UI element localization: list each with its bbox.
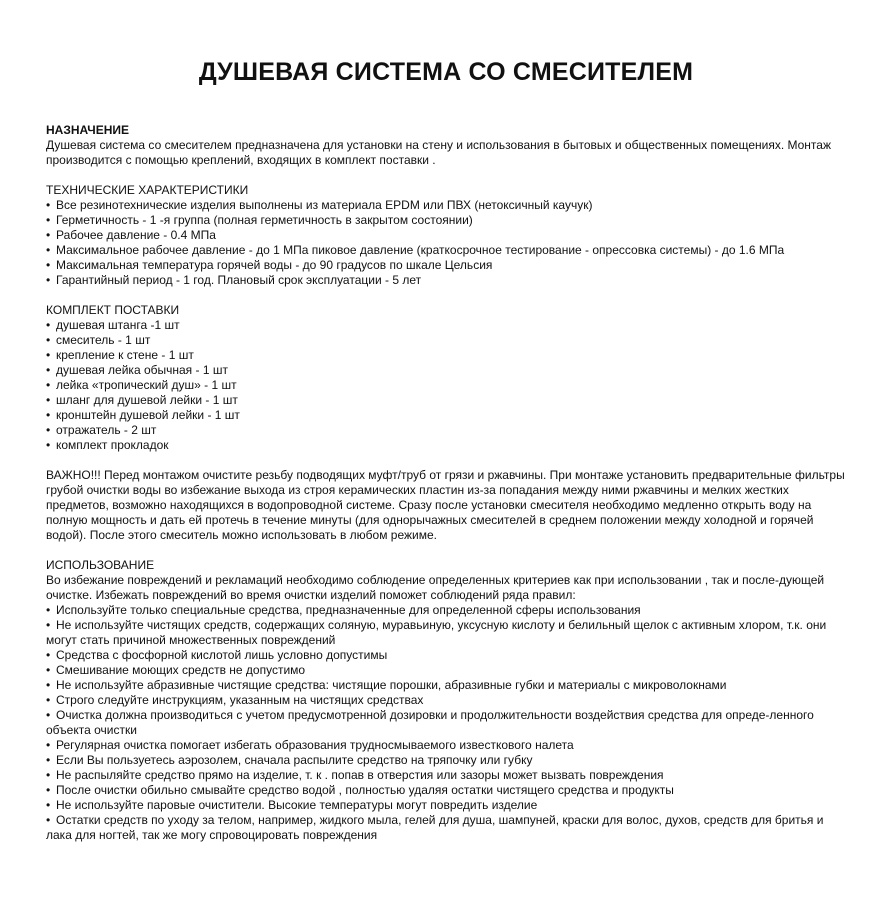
list-item: • Не используйте абразивные чистящие средства: чистящие порошки, абразивные губки и материалы с микроволокнами bbox=[46, 678, 846, 693]
list-item: • Если Вы пользуетесь аэрозолем, сначала распылите средство на тряпочку или губку bbox=[46, 753, 846, 768]
list-item: • душевая штанга -1 шт bbox=[46, 318, 846, 333]
list-item: • Максимальная температура горячей воды - до 90 градусов по шкале Цельсия bbox=[46, 258, 846, 273]
kit-heading: КОМПЛЕКТ ПОСТАВКИ bbox=[46, 303, 180, 317]
usage-intro: Во избежание повреждений и рекламаций необходимо соблюдение определенных критериев как при использовании , так и после-дующей очистке. Избежать повреждений во время очистки изделий поможет соблюдений ряда правил: bbox=[46, 573, 825, 602]
list-item: • Все резинотехнические изделия выполнены из материала EPDM или ПВХ (нетоксичный каучук) bbox=[46, 198, 846, 213]
list-item: • смеситель - 1 шт bbox=[46, 333, 846, 348]
list-item: • Используйте только специальные средства, предназначенные для определенной сферы использования bbox=[46, 603, 846, 618]
usage-section bbox=[46, 558, 846, 843]
list-item: • Максимальное рабочее давление - до 1 МПа пиковое давление (краткосрочное тестирование - опрессовка системы) - до 1.6 МПа bbox=[46, 243, 846, 258]
specs-list bbox=[46, 198, 846, 288]
specs-heading: ТЕХНИЧЕСКИЕ ХАРАКТЕРИСТИКИ bbox=[46, 183, 249, 197]
list-item: • Гарантийный период - 1 год. Плановый срок эксплуатации - 5 лет bbox=[46, 273, 846, 288]
kit-list bbox=[46, 318, 846, 453]
kit-section bbox=[46, 303, 846, 453]
important-section bbox=[46, 468, 846, 543]
list-item: • Остатки средств по уходу за телом, например, жидкого мыла, гелей для душа, шампуней, краски для волос, духов, средств для бритья и лака для ногтей, так же могу спровоцировать повреждения bbox=[46, 813, 846, 843]
purpose-section bbox=[46, 123, 846, 168]
list-item: • отражатель - 2 шт bbox=[46, 423, 846, 438]
important-text: ВАЖНО!!! Перед монтажом очистите резьбу подводящих муфт/труб от грязи и ржавчины. При монтаже установить предварительные фильтры грубой очистки воды во избежание выхода из строя керамических пластин из-за попадания между ними ржавчины и мелких жестких предметов, возможно находящихся в водопроводной системе. Сразу после установки смесителя необходимо медленно открыть воду на полную мощность и дать ей протечь в течение минуты (для однорычажных смесителей в среднем положении между холодной и горячей водой). После этого смеситель можно использовать в любом режиме. bbox=[46, 468, 845, 542]
specs-section bbox=[46, 183, 846, 288]
list-item: • Смешивание моющих средств не допустимо bbox=[46, 663, 846, 678]
list-item: • Рабочее давление - 0.4 МПа bbox=[46, 228, 846, 243]
usage-heading: ИСПОЛЬЗОВАНИЕ bbox=[46, 558, 155, 572]
list-item: • Не используйте чистящих средств, содержащих соляную, муравьиную, уксусную кислоту и белильный щелок с активным хлором, т.к. они могут стать причиной множественных повреждений bbox=[46, 618, 846, 648]
usage-list bbox=[46, 603, 846, 843]
list-item: • Очистка должна производиться с учетом предусмотренной дозировки и продолжительности воздействия средства для опреде-ленного объекта очистки bbox=[46, 708, 846, 738]
purpose-heading: НАЗНАЧЕНИЕ bbox=[46, 123, 129, 137]
list-item: • кронштейн душевой лейки - 1 шт bbox=[46, 408, 846, 423]
list-item: • Средства с фосфорной кислотой лишь условно допустимы bbox=[46, 648, 846, 663]
list-item: • крепление к стене - 1 шт bbox=[46, 348, 846, 363]
list-item: • Не используйте паровые очистители. Высокие температуры могут повредить изделие bbox=[46, 798, 846, 813]
list-item: • После очистки обильно смывайте средство водой , полностью удаляя остатки чистящего средства и продукты bbox=[46, 783, 846, 798]
document-title: ДУШЕВАЯ СИСТЕМА СО СМЕСИТЕЛЕМ bbox=[198, 58, 694, 86]
document-page bbox=[46, 58, 846, 858]
list-item: • душевая лейка обычная - 1 шт bbox=[46, 363, 846, 378]
list-item: • Не распыляйте средство прямо на изделие, т. к . попав в отверстия или зазоры может вызвать повреждения bbox=[46, 768, 846, 783]
list-item: • Регулярная очистка помогает избегать образования трудносмываемого известкового налета bbox=[46, 738, 846, 753]
list-item: • Строго следуйте инструкциям, указанным на чистящих средствах bbox=[46, 693, 846, 708]
list-item: • шланг для душевой лейки - 1 шт bbox=[46, 393, 846, 408]
list-item: • Герметичность - 1 -я группа (полная герметичность в закрытом состоянии) bbox=[46, 213, 846, 228]
purpose-text: Душевая система со смесителем предназначена для установки на стену и использования в бытовых и общественных помещениях. Монтаж производится с помощью креплений, входящих в комплект поставки . bbox=[46, 138, 831, 167]
list-item: • комплект прокладок bbox=[46, 438, 846, 453]
list-item: • лейка «тропический душ» - 1 шт bbox=[46, 378, 846, 393]
